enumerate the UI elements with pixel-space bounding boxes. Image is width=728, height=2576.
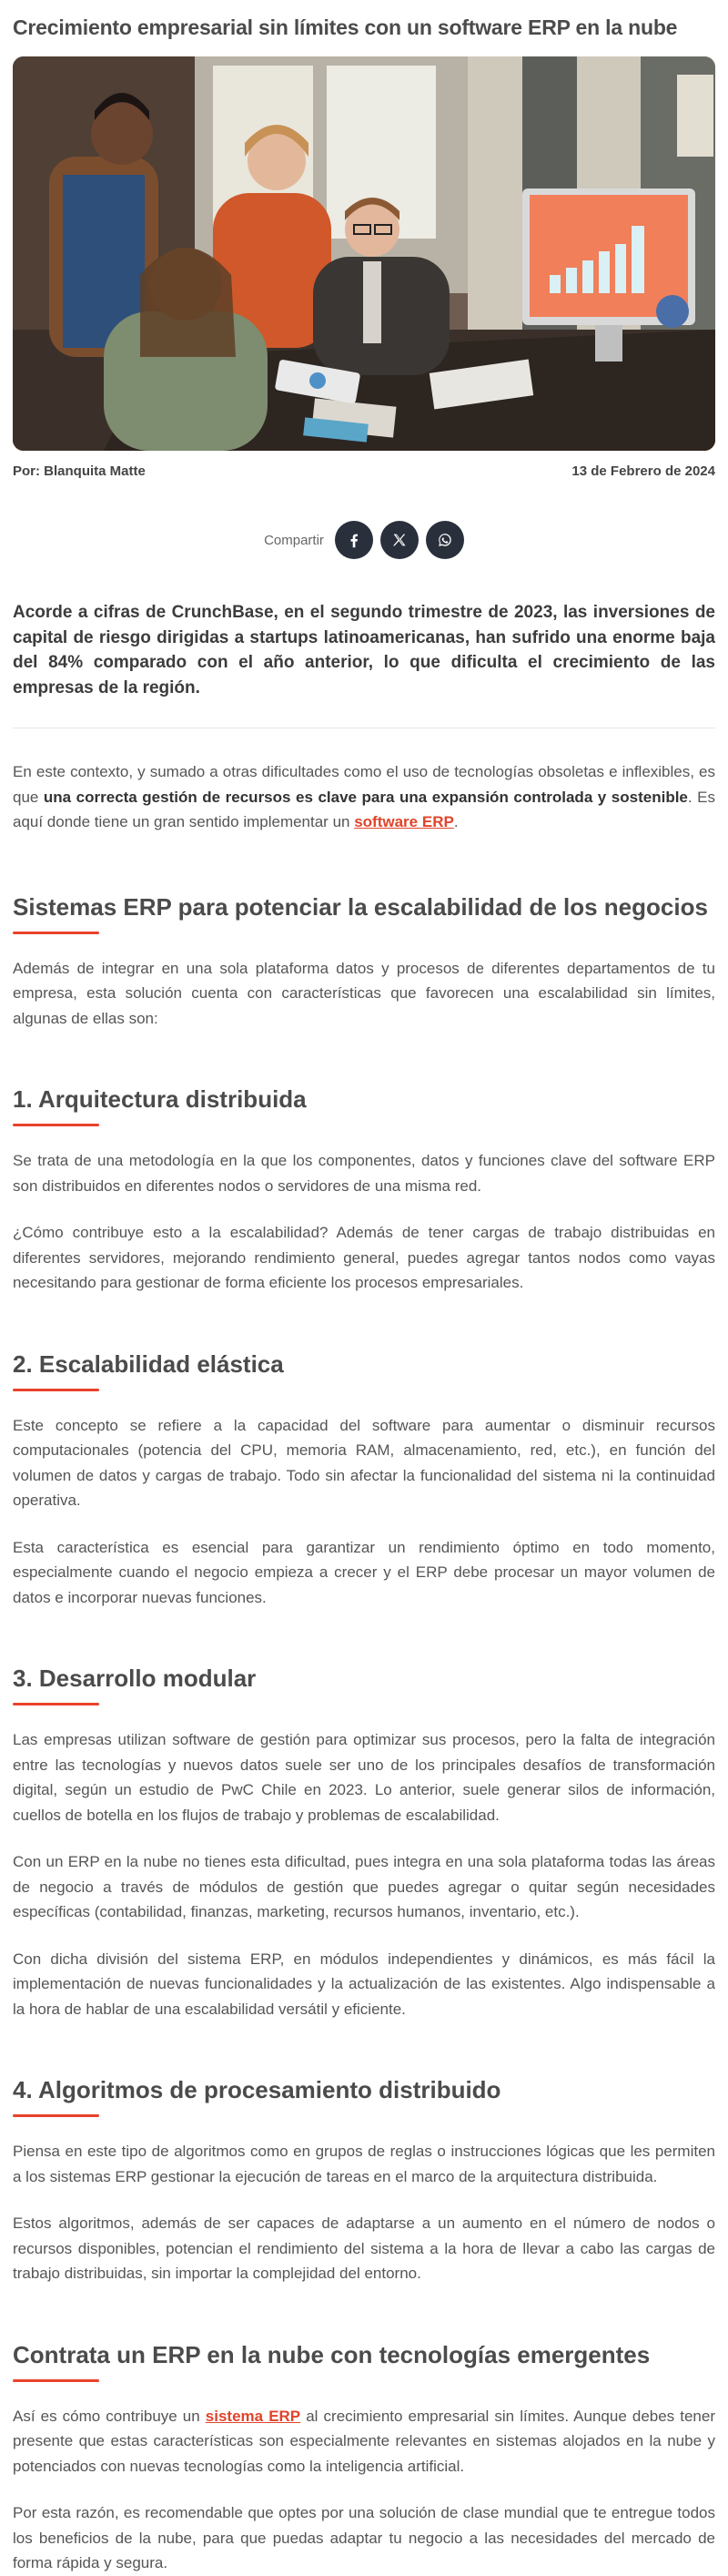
section-heading: 4. Algoritmos de procesamiento distribuido — [13, 2076, 501, 2103]
intro-bold: una correcta gestión de recursos es clave para una expansión controlada y sostenible — [43, 788, 688, 806]
article — [13, 0, 728, 2576]
section-heading: 1. Arquitectura distribuida — [13, 1085, 307, 1113]
whatsapp-icon — [435, 530, 455, 550]
section-paragraph: Las empresas utilizan software de gestión para optimizar sus procesos, pero la falta de integración entre las tecnologías y nuevos datos suele ser uno de los principales desafíos de transformación digital, según un estudio de PwC Chile en 2023. Lo anterior, suele generar silos de información, cuellos de botella en los flujos de trabajo y problemas de escalabilidad. — [13, 1731, 715, 1824]
section-paragraph: Con un ERP en la nube no tienes esta dificultad, pues integra en una sola plataforma todas las áreas de negocio a través de módulos de gestión que puedes agregar o quitar según necesidades específicas (contabilidad, finanzas, marketing, recursos humanos, inventario, etc.). — [13, 1853, 715, 1920]
closing-paragraph: Por esta razón, es recomendable que optes por una solución de clase mundial que te entregue todos los beneficios de la nube, para que puedas adaptar tu negocio a las necesidades del mercado de forma rápida y segura. — [13, 2504, 715, 2571]
heading-underline — [13, 2379, 99, 2382]
closing-heading: Contrata un ERP en la nube con tecnologías emergentes — [13, 2340, 651, 2368]
heading-underline — [13, 1703, 99, 1705]
section-paragraph: Además de integrar en una sola plataforma datos y procesos de diferentes departamentos de tu empresa, esta solución cuenta con características que favorecen una escalabilidad sin límites, algunas de ellas son: — [13, 959, 715, 1027]
share-facebook-button[interactable] — [335, 521, 373, 559]
article-meta — [13, 463, 715, 480]
heading-underline — [13, 932, 99, 934]
x-icon — [389, 530, 410, 550]
share-x-button[interactable] — [380, 521, 419, 559]
section-paragraph: Estos algoritmos, además de ser capaces de adaptarse a un aumento en el número de nodos o recursos disponibles, potencian el rendimiento del sistema a la hora de llevar a cabo las cargas de trabajo distribuidas, sin importar la complejidad del entorno. — [13, 2215, 715, 2282]
section-heading: Sistemas ERP para potenciar la escalabilidad de los negocios — [13, 892, 708, 921]
sistema-erp-link[interactable]: sistema ERP — [205, 2407, 301, 2425]
hero-image — [13, 56, 715, 451]
closing-paragraph: Así es cómo contribuye un sistema ERP al crecimiento empresarial sin límites. Aunque debes tener presente que estas características son especialmente relevantes en sistemas alojados en la nube y potenciados con nuevas tecnologías como la inteligencia artificial. — [13, 2407, 716, 2475]
publish-date: 13 de Febrero de 2024 — [571, 463, 715, 479]
section-heading: 2. Escalabilidad elástica — [13, 1349, 284, 1378]
section-paragraph: Esta característica es esencial para garantizar un rendimiento óptimo en todo momento, especialmente cuando el negocio empieza a crecer y el ERP debe procesar un mayor volumen de datos e incorporar nuevas funciones. — [13, 1538, 715, 1606]
intro-paragraph: En este contexto, y sumado a otras dificultades como el uso de tecnologías obsoletas e inflexibles, es que una correcta gestión de recursos es clave para una expansión controlada y sostenible. Es aquí donde tiene un gran sentido implementar un software ERP. — [13, 763, 715, 830]
software-erp-link[interactable]: software ERP — [354, 813, 454, 830]
share-label: Compartir — [264, 532, 324, 548]
section-paragraph: Piensa en este tipo de algoritmos como en grupos de reglas o instrucciones lógicas que les permiten a los sistemas ERP gestionar la ejecución de tareas en el marco de la arquitectura distribuida. — [13, 2143, 715, 2185]
facebook-icon — [344, 530, 364, 550]
section-paragraph: Con dicha división del sistema ERP, en módulos independientes y dinámicos, es más fácil la implementación de nuevas funcionalidades y la actualización de las existentes. Algo indispensable a la hora de hablar de una escalabilidad versátil y eficiente. — [13, 1950, 715, 2018]
section-paragraph: ¿Cómo contribuye esto a la escalabilidad? Además de tener cargas de trabajo distribuidas en diferentes servidores, mejorando rendimiento general, puedes agregar tantos nodos como vayas necesitando para gestionar de forma eficiente los procesos empresariales. — [13, 1224, 715, 1291]
heading-underline — [13, 1124, 99, 1126]
section-paragraph: Se trata de una metodología en la que los componentes, datos y funciones clave del software ERP son distribuidos en diferentes nodos o servidores de una misma red. — [13, 1152, 715, 1195]
share-whatsapp-button[interactable] — [426, 521, 464, 559]
article-lead: Acorde a cifras de CrunchBase, en el segundo trimestre de 2023, las inversiones de capital de riesgo dirigidas a startups latinoamericanas, han sufrido una enorme baja del 84% comparado con el año anterior, lo que dificulta el crecimiento de las empresas de la región. — [13, 603, 715, 697]
author: Por: Blanquita Matte — [13, 463, 146, 479]
heading-underline — [13, 1389, 99, 1391]
section-paragraph: Este concepto se refiere a la capacidad del software para aumentar o disminuir recursos computacionales (potencia del CPU, memoria RAM, almacenamiento, red, etc.), en función del volumen de datos y cargas de trabajo. Todo sin afectar la funcionalidad del sistema ni la continuidad operativa. — [13, 1416, 715, 1509]
heading-underline — [13, 2114, 99, 2117]
article-title: Crecimiento empresarial sin límites con un software ERP en la nube — [13, 15, 678, 39]
share-bar — [13, 520, 715, 560]
section-heading: 3. Desarrollo modular — [13, 1665, 257, 1692]
